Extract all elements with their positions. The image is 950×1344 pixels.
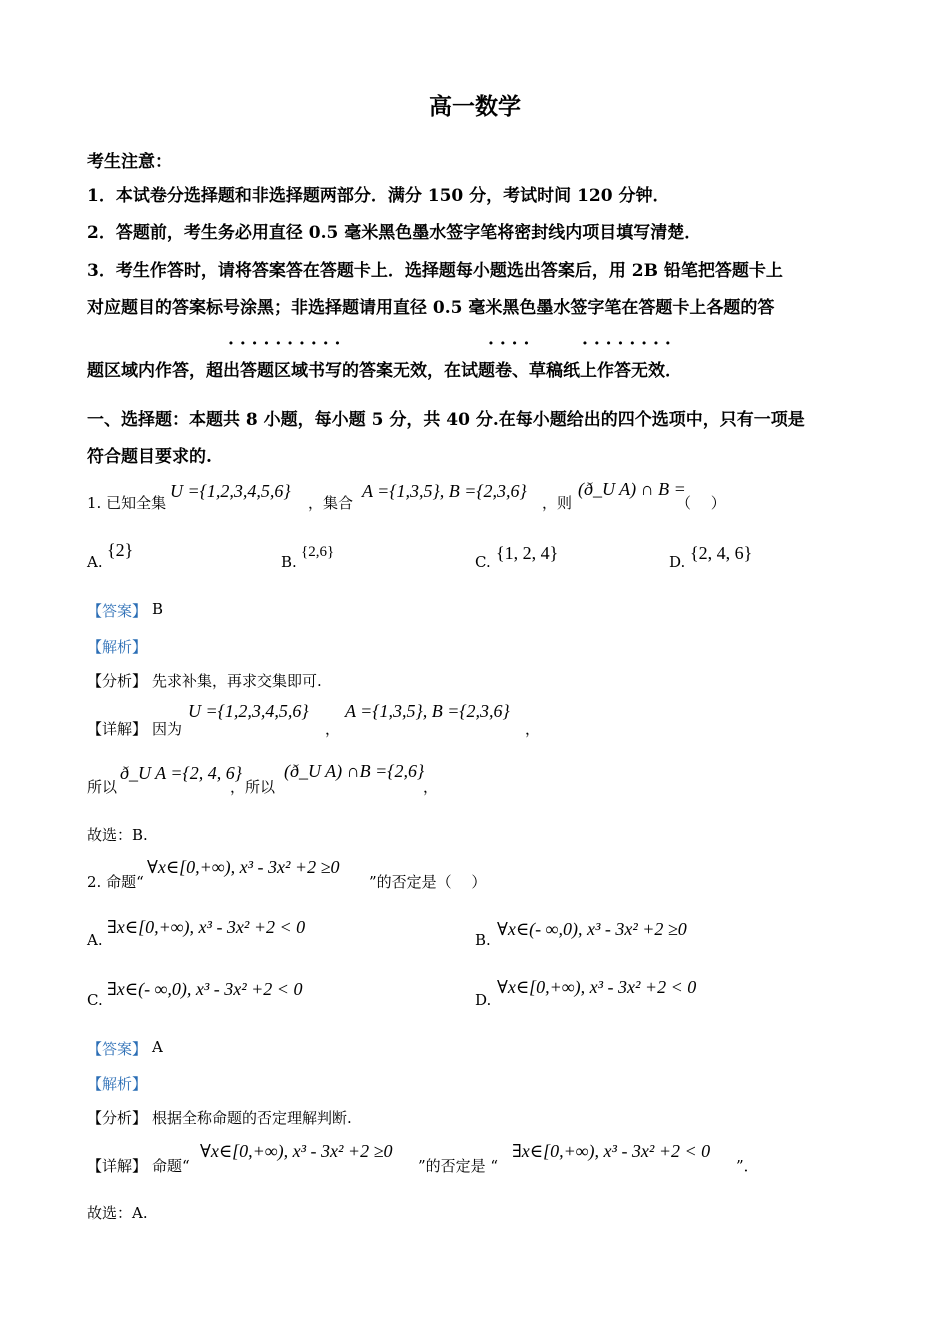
notice-item-1: 1．本试卷分选择题和非选择题两部分．满分 150 分，考试时间 120 分钟． xyxy=(87,186,670,206)
q2-conclusion: 故选：A. xyxy=(87,1204,148,1222)
q1-stem-prefix: 1. 已知全集 xyxy=(87,494,167,512)
q2-stem-suffix: ”的否定是（ ） xyxy=(369,873,487,891)
section-heading-line-1: 一、选择题：本题共 8 小题，每小题 5 分，共 40 分.在每小题给出的四个选项中，只有一项是 xyxy=(87,410,805,430)
q1-so-1: 所以 xyxy=(87,778,118,796)
q1-sets-ab: A ={1,3,5}, B ={2,3,6} xyxy=(362,481,527,501)
q1-option-c-label[interactable]: C. xyxy=(475,553,491,571)
q1-option-b-value[interactable]: {2,6} xyxy=(301,544,335,560)
emphasis-dots-3: · · · · · · · · xyxy=(582,334,671,354)
q2-stem-prefix: 2. 命题“ xyxy=(87,873,144,891)
q1-detail-comma-2: ， xyxy=(525,720,541,738)
q1-answer: B xyxy=(152,600,164,618)
page-title: 高一数学 xyxy=(429,93,521,120)
q2-detail-tag: 【详解】 xyxy=(87,1157,148,1175)
q1-analysis-tag: 【解析】 xyxy=(87,638,148,656)
q1-answer-tag: 【答案】 xyxy=(87,602,148,620)
notice-item-2: 2．答题前，考生务必用直径 0.5 毫米黑色墨水签字笔将密封线内项目填写清楚． xyxy=(87,223,702,243)
notice-item-3-line-3: 题区域内作答，超出答题区域书写的答案无效，在试题卷、草稿纸上作答无效． xyxy=(87,361,682,381)
q1-complement: ð_U A ={2, 4, 6} xyxy=(120,763,242,783)
q2-option-d-value[interactable]: ∀x∈[0,+∞), x³ - 3x² +2 < 0 xyxy=(497,977,697,997)
q2-fenxi-tag: 【分析】 xyxy=(87,1109,148,1127)
emphasis-dots-2: · · · · xyxy=(488,334,530,354)
q2-analysis-tag: 【解析】 xyxy=(87,1075,148,1093)
q1-stem-mid: ，集合 xyxy=(308,494,354,512)
q2-option-a-value[interactable]: ∃x∈[0,+∞), x³ - 3x² +2 < 0 xyxy=(107,917,306,937)
q2-option-d-label[interactable]: D. xyxy=(475,991,492,1009)
notice-item-3-line-1: 3．考生作答时，请将答案答在答题卡上．选择题每小题选出答案后，用 2B 铅笔把答题卡上 xyxy=(87,261,783,281)
q2-proposition: ∀x∈[0,+∞), x³ - 3x² +2 ≥0 xyxy=(147,857,340,877)
q2-option-c-value[interactable]: ∃x∈(- ∞,0), x³ - 3x² +2 < 0 xyxy=(107,979,303,999)
q1-detail-sets: A ={1,3,5}, B ={2,3,6} xyxy=(345,701,510,721)
emphasis-dots-1: · · · · · · · · · · xyxy=(228,334,341,354)
q2-option-c-label[interactable]: C. xyxy=(87,991,103,1009)
q1-option-d-label[interactable]: D. xyxy=(669,553,686,571)
section-heading-line-2: 符合题目要求的. xyxy=(87,447,212,467)
q1-target-expression: (ð_U A) ∩ B = xyxy=(578,479,686,499)
q1-stem-then: ，则 xyxy=(542,494,573,512)
q2-fenxi: 根据全称命题的否定理解判断. xyxy=(152,1109,352,1127)
q1-option-a-value[interactable]: {2} xyxy=(107,540,134,560)
q2-detail-prefix: 命题“ xyxy=(152,1157,190,1175)
notice-item-3-line-2: 对应题目的答案标号涂黑；非选择题请用直径 0.5 毫米黑色墨水签字笔在答题卡上各题的答 xyxy=(87,298,775,318)
q1-conclusion: 故选：B. xyxy=(87,826,148,844)
q2-detail-end: ”． xyxy=(736,1157,759,1175)
q1-fenxi-tag: 【分析】 xyxy=(87,672,148,690)
q1-option-a-label[interactable]: A. xyxy=(87,553,103,571)
q1-detail-because: 因为 xyxy=(152,720,183,738)
q2-answer: A xyxy=(152,1038,163,1056)
q2-detail-mid: ”的否定是 “ xyxy=(418,1157,499,1175)
q1-universal-set: U ={1,2,3,4,5,6} xyxy=(170,481,291,501)
q2-option-a-label[interactable]: A. xyxy=(87,931,103,949)
q2-answer-tag: 【答案】 xyxy=(87,1040,148,1058)
q2-detail-proposition: ∀x∈[0,+∞), x³ - 3x² +2 ≥0 xyxy=(200,1141,393,1161)
q1-fenxi: 先求补集，再求交集即可. xyxy=(152,672,322,690)
q2-detail-negation: ∃x∈[0,+∞), x³ - 3x² +2 < 0 xyxy=(512,1141,711,1161)
q1-so-2: ，所以 xyxy=(230,778,276,796)
q1-answer-paren: （ ） xyxy=(676,494,726,512)
q1-option-d-value[interactable]: {2, 4, 6} xyxy=(690,543,753,563)
q1-detail-comma-1: ， xyxy=(325,720,341,738)
notice-heading: 考生注意： xyxy=(87,152,172,172)
q1-result-comma: ， xyxy=(423,778,439,796)
q1-option-c-value[interactable]: {1, 2, 4} xyxy=(496,543,559,563)
q1-result: (ð_U A) ∩B ={2,6} xyxy=(284,761,425,781)
q1-option-b-label[interactable]: B. xyxy=(281,553,297,571)
q2-option-b-label[interactable]: B. xyxy=(475,931,491,949)
q2-option-b-value[interactable]: ∀x∈(- ∞,0), x³ - 3x² +2 ≥0 xyxy=(497,919,687,939)
q1-detail-universal: U ={1,2,3,4,5,6} xyxy=(188,701,309,721)
q1-detail-tag: 【详解】 xyxy=(87,720,148,738)
